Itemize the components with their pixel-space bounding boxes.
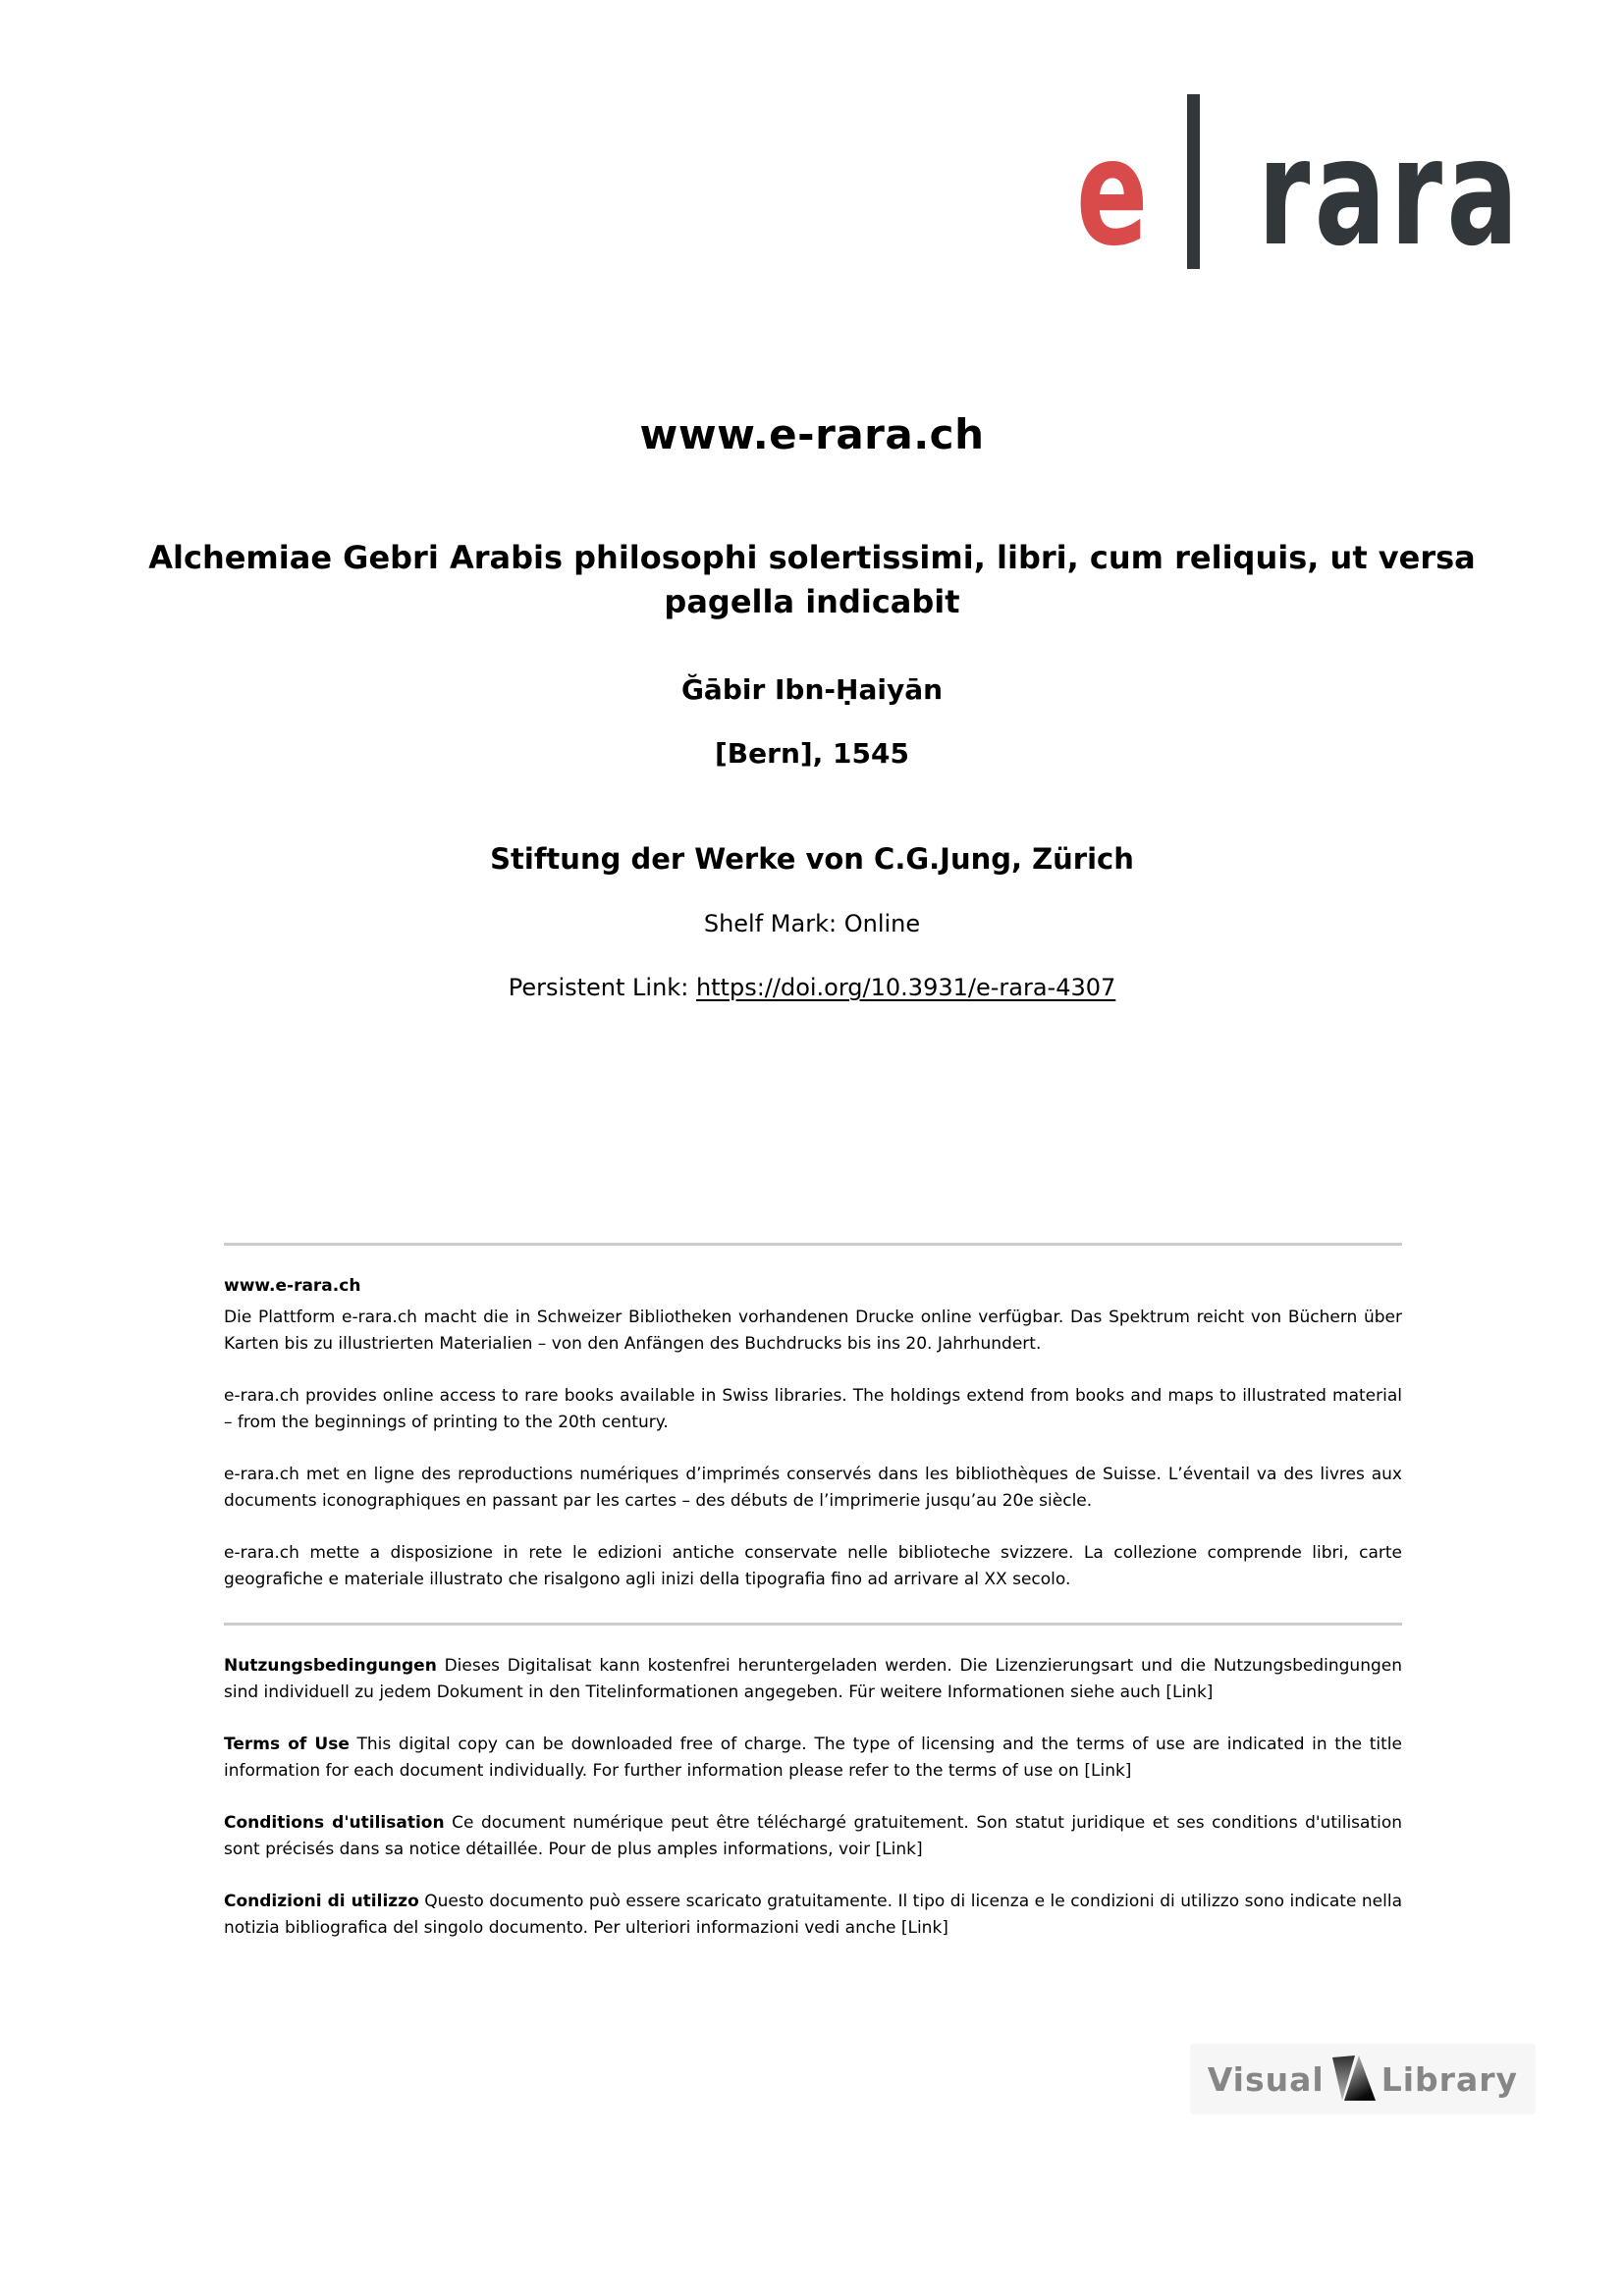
logo-divider-bar xyxy=(1187,94,1200,269)
visual-library-logo xyxy=(1190,2044,1536,2114)
terms-paragraph-fr xyxy=(224,1810,1402,1863)
about-heading: www.e-rara.ch xyxy=(224,1276,361,1296)
site-heading: www.e-rara.ch xyxy=(639,410,985,458)
about-paragraph-en: e-rara.ch provides online access to rare books available in Swiss libraries. The holdings extend from books and maps to illustrated material – from the beginnings of printing to the 20th century. xyxy=(224,1386,1402,1432)
document-imprint: [Bern], 1545 xyxy=(715,737,909,770)
persistent-link-line xyxy=(0,974,1624,1001)
visual-library-word-library: Library xyxy=(1380,2059,1518,2099)
terms-paragraph-de xyxy=(224,1653,1402,1706)
divider xyxy=(224,1243,1402,1246)
terms-label-en: Terms of Use xyxy=(224,1735,350,1754)
terms-paragraph-en xyxy=(224,1732,1402,1785)
terms-text-de: Dieses Digitalisat kann kostenfrei heruntergeladen werden. Die Lizenzierungsart und die Nutzungsbedingungen sind individuell zu jedem Dokument in den Titelinformationen angegeben. Für weitere Informationen siehe auch [Link] xyxy=(224,1656,1403,1702)
terms-text-en: This digital copy can be downloaded free of charge. The type of licensing and the terms of use are indicated in the title information for each document individually. For further information please refer to the terms of use on [Link] xyxy=(224,1735,1402,1781)
info-section xyxy=(224,1243,1402,1967)
divider xyxy=(224,1623,1402,1626)
shelf-mark-value: Online xyxy=(843,910,921,937)
shelf-mark-label: Shelf Mark: xyxy=(703,910,838,937)
shelf-mark-line xyxy=(0,910,1624,937)
about-paragraph-it: e-rara.ch mette a disposizione in rete le edizioni antiche conservate nelle biblioteche svizzere. La collezione comprende libri, carte geografiche e materiale illustrato che risalgono agli inizi della tipografia fino ad arrivare al XX secolo. xyxy=(224,1543,1402,1589)
terms-label-de: Nutzungsbedingungen xyxy=(224,1656,437,1676)
terms-text-it: Questo documento può essere scaricato gratuitamente. Il tipo di licenza e le condizioni di utilizzo sono indicate nella notizia bibliografica del singolo documento. Per ulteriori informazioni vedi anche [Link] xyxy=(224,1892,1402,1938)
terms-paragraph-it xyxy=(224,1889,1402,1942)
terms-text-fr: Ce document numérique peut être téléchargé gratuitement. Son statut juridique et ses conditions d'utilisation sont précisés dans sa notice détaillée. Pour de plus amples informations, voir [Link] xyxy=(224,1813,1403,1859)
visual-library-word-visual: Visual xyxy=(1207,2059,1325,2099)
logo-wordmark: rara xyxy=(1258,107,1523,279)
persistent-link-label: Persistent Link: xyxy=(508,974,689,1001)
document-author: Ğābir Ibn-Ḥaiyān xyxy=(680,673,944,706)
terms-label-it: Condizioni di utilizzo xyxy=(224,1892,419,1911)
document-title: Alchemiae Gebri Arabis philosophi solertissimi, libri, cum reliquis, ut versa pagella indicabit xyxy=(148,539,1487,620)
holding-institution: Stiftung der Werke von C.G.Jung, Zürich xyxy=(490,842,1134,876)
e-rara-logo xyxy=(1076,86,1528,283)
persistent-link-url[interactable]: https://doi.org/10.3931/e-rara-4307 xyxy=(695,974,1116,1001)
about-paragraph-fr: e-rara.ch met en ligne des reproductions numériques d’imprimés conservés dans les bibliothèques de Suisse. L’éventail va des livres aux documents iconographiques en passant par les cartes – des débuts de l’imprimerie jusqu’au 20e siècle. xyxy=(224,1465,1402,1511)
about-paragraph-de: Die Plattform e-rara.ch macht die in Schweizer Bibliotheken vorhandenen Drucke online verfügbar. Das Spektrum reicht von Büchern über Karten bis zu illustrierten Materialien – von den Anfängen des Buchdrucks bis ins 20. Jahrhundert. xyxy=(224,1308,1402,1354)
terms-label-fr: Conditions d'utilisation xyxy=(224,1813,445,1833)
logo-e: e xyxy=(1076,107,1149,279)
visual-library-icon xyxy=(1329,2056,1377,2103)
